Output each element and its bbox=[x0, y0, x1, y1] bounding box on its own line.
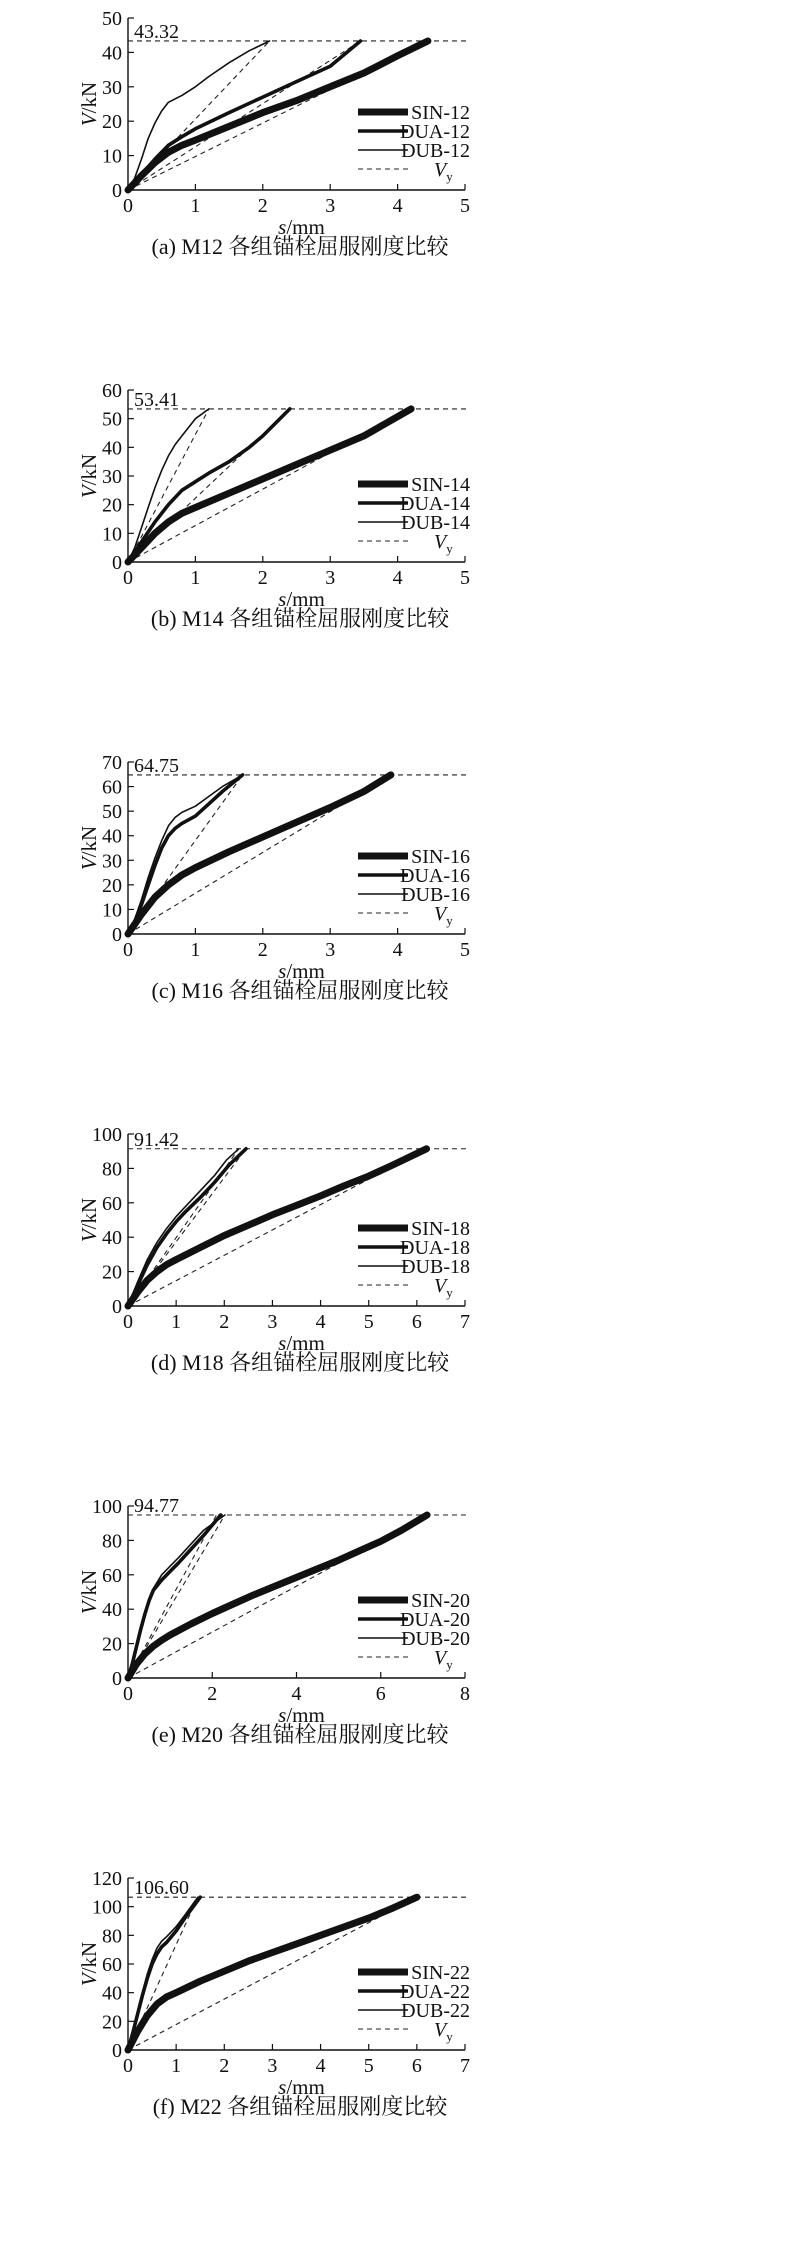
y-axis-title: V/kN bbox=[77, 1941, 101, 1987]
y-tick-label: 0 bbox=[112, 2040, 122, 2062]
x-axis-title: s/mm bbox=[278, 215, 325, 239]
y-tick-label: 60 bbox=[102, 1192, 122, 1215]
y-tick-label: 100 bbox=[92, 1896, 122, 1919]
x-tick-label: 6 bbox=[411, 1311, 422, 1333]
y-tick-label: 20 bbox=[102, 111, 122, 134]
x-tick-label: 2 bbox=[257, 195, 268, 217]
legend-label: SIN-22 bbox=[411, 1962, 470, 1984]
legend-label: DUB-18 bbox=[401, 1256, 470, 1278]
y-tick-label: 20 bbox=[102, 1261, 122, 1284]
x-tick-label: 6 bbox=[375, 1683, 386, 1705]
y-tick-label: 20 bbox=[102, 1633, 122, 1656]
legend-label: DUA-16 bbox=[400, 865, 470, 887]
y-axis-title: V/kN bbox=[77, 81, 101, 127]
y-tick-label: 0 bbox=[112, 552, 122, 574]
x-axis-title: s/mm bbox=[278, 587, 325, 611]
x-tick-label: 5 bbox=[363, 2055, 374, 2077]
y-tick-label: 100 bbox=[92, 1496, 122, 1518]
y-axis-title: V/kN bbox=[77, 1197, 101, 1243]
y-tick-label: 20 bbox=[102, 2011, 122, 2034]
x-tick-label: 1 bbox=[171, 2055, 182, 2077]
legend-label: SIN-18 bbox=[411, 1218, 470, 1240]
legend-label: DUB-12 bbox=[401, 140, 470, 162]
x-tick-label: 5 bbox=[460, 939, 470, 961]
panel-caption: (e) M20 各组锚栓屈服刚度比较 bbox=[151, 1722, 449, 1747]
legend-label: SIN-14 bbox=[411, 474, 470, 496]
yield-value-label: 53.41 bbox=[134, 388, 179, 411]
x-tick-label: 7 bbox=[460, 2055, 470, 2077]
y-tick-label: 80 bbox=[102, 1925, 122, 1948]
x-tick-label: 8 bbox=[460, 1683, 470, 1705]
x-tick-label: 3 bbox=[325, 195, 336, 217]
y-tick-label: 60 bbox=[102, 776, 122, 799]
legend-label: DUA-20 bbox=[400, 1609, 470, 1631]
legend-label: SIN-16 bbox=[411, 846, 470, 868]
y-tick-label: 50 bbox=[102, 8, 122, 30]
legend-label: $V_y$ bbox=[434, 1647, 453, 1672]
x-tick-label: 6 bbox=[411, 2055, 422, 2077]
y-tick-label: 0 bbox=[112, 180, 122, 202]
x-tick-label: 0 bbox=[123, 567, 133, 589]
x-tick-label: 0 bbox=[123, 1311, 133, 1333]
y-tick-label: 70 bbox=[102, 752, 122, 774]
legend-label: $V_y$ bbox=[434, 531, 453, 556]
y-tick-label: 40 bbox=[102, 1599, 122, 1622]
vy-secant-line bbox=[128, 409, 209, 562]
yield-value-label: 43.32 bbox=[134, 20, 179, 43]
y-tick-label: 30 bbox=[102, 466, 122, 488]
y-tick-label: 0 bbox=[112, 1668, 122, 1690]
x-axis-title: s/mm bbox=[278, 959, 325, 983]
x-tick-label: 2 bbox=[207, 1683, 218, 1705]
y-tick-label: 10 bbox=[102, 145, 122, 168]
y-axis-title: V/kN bbox=[77, 825, 101, 871]
x-tick-label: 4 bbox=[392, 939, 403, 961]
y-tick-label: 100 bbox=[92, 1124, 122, 1146]
x-tick-label: 2 bbox=[257, 567, 268, 589]
x-tick-label: 1 bbox=[171, 1311, 182, 1333]
x-tick-label: 4 bbox=[392, 567, 403, 589]
y-tick-label: 40 bbox=[102, 1227, 122, 1250]
x-tick-label: 1 bbox=[190, 939, 201, 961]
x-tick-label: 4 bbox=[291, 1683, 302, 1705]
legend-label: $V_y$ bbox=[434, 1275, 453, 1300]
legend-label: $V_y$ bbox=[434, 2019, 453, 2044]
y-tick-label: 60 bbox=[102, 1564, 122, 1587]
y-tick-label: 60 bbox=[102, 380, 122, 402]
panel-caption: (c) M16 各组锚栓屈服刚度比较 bbox=[151, 978, 449, 1003]
x-tick-label: 3 bbox=[267, 1311, 278, 1333]
y-tick-label: 120 bbox=[92, 1868, 122, 1890]
y-tick-label: 30 bbox=[102, 76, 122, 99]
y-tick-label: 20 bbox=[102, 874, 122, 897]
y-tick-label: 40 bbox=[102, 1982, 122, 2005]
legend-label: SIN-12 bbox=[411, 102, 470, 124]
x-tick-label: 4 bbox=[392, 195, 403, 217]
y-tick-label: 10 bbox=[102, 523, 122, 546]
y-axis-title: V/kN bbox=[77, 453, 101, 499]
legend-label: DUB-20 bbox=[401, 1628, 470, 1650]
x-tick-label: 5 bbox=[460, 567, 470, 589]
y-tick-label: 10 bbox=[102, 899, 122, 922]
y-tick-label: 0 bbox=[112, 924, 122, 946]
y-tick-label: 60 bbox=[102, 1954, 122, 1976]
x-tick-label: 5 bbox=[460, 195, 470, 217]
x-tick-label: 2 bbox=[219, 2055, 230, 2077]
x-axis-title: s/mm bbox=[278, 1703, 325, 1727]
legend-label: SIN-20 bbox=[411, 1590, 470, 1612]
x-tick-label: 2 bbox=[257, 939, 268, 961]
yield-value-label: 64.75 bbox=[134, 754, 179, 777]
yield-value-label: 94.77 bbox=[134, 1494, 179, 1517]
legend-label: DUB-14 bbox=[401, 512, 470, 534]
yield-value-label: 91.42 bbox=[134, 1128, 179, 1151]
yield-value-label: 106.60 bbox=[134, 1877, 189, 1900]
panel-caption: (f) M22 各组锚栓屈服刚度比较 bbox=[152, 2094, 448, 2119]
panel-caption: (a) M12 各组锚栓屈服刚度比较 bbox=[151, 234, 449, 259]
legend-label: DUA-14 bbox=[400, 493, 470, 515]
x-tick-label: 3 bbox=[267, 2055, 278, 2077]
legend-label: DUB-16 bbox=[401, 884, 470, 906]
y-tick-label: 0 bbox=[112, 1296, 122, 1318]
x-tick-label: 3 bbox=[325, 567, 336, 589]
x-tick-label: 5 bbox=[363, 1311, 374, 1333]
x-tick-label: 7 bbox=[460, 1311, 470, 1333]
vy-secant-line bbox=[128, 41, 361, 190]
y-tick-label: 40 bbox=[102, 825, 122, 848]
legend-label: DUB-22 bbox=[401, 2000, 470, 2022]
x-tick-label: 0 bbox=[123, 2055, 133, 2077]
x-axis-title: s/mm bbox=[278, 2075, 325, 2099]
legend-label: DUA-18 bbox=[400, 1237, 470, 1259]
x-tick-label: 0 bbox=[123, 1683, 133, 1705]
legend-label: $V_y$ bbox=[434, 903, 453, 928]
legend-label: DUA-22 bbox=[400, 1981, 470, 2003]
legend-label: DUA-12 bbox=[400, 121, 470, 143]
y-axis-title: V/kN bbox=[77, 1569, 101, 1615]
y-tick-label: 80 bbox=[102, 1158, 122, 1181]
panel-caption: (b) M14 各组锚栓屈服刚度比较 bbox=[150, 606, 450, 631]
y-tick-label: 40 bbox=[102, 437, 122, 460]
x-tick-label: 4 bbox=[315, 2055, 326, 2077]
x-tick-label: 2 bbox=[219, 1311, 230, 1333]
y-tick-label: 40 bbox=[102, 42, 122, 65]
x-tick-label: 0 bbox=[123, 939, 133, 961]
y-tick-label: 20 bbox=[102, 494, 122, 517]
x-tick-label: 0 bbox=[123, 195, 133, 217]
y-tick-label: 80 bbox=[102, 1530, 122, 1553]
panel-caption: (d) M18 各组锚栓屈服刚度比较 bbox=[150, 1350, 450, 1375]
y-tick-label: 50 bbox=[102, 801, 122, 824]
y-tick-label: 50 bbox=[102, 408, 122, 431]
x-axis-title: s/mm bbox=[278, 1331, 325, 1355]
x-tick-label: 4 bbox=[315, 1311, 326, 1333]
y-tick-label: 30 bbox=[102, 850, 122, 873]
x-tick-label: 1 bbox=[190, 567, 201, 589]
x-tick-label: 1 bbox=[190, 195, 201, 217]
x-tick-label: 3 bbox=[325, 939, 336, 961]
legend-label: $V_y$ bbox=[434, 159, 453, 184]
